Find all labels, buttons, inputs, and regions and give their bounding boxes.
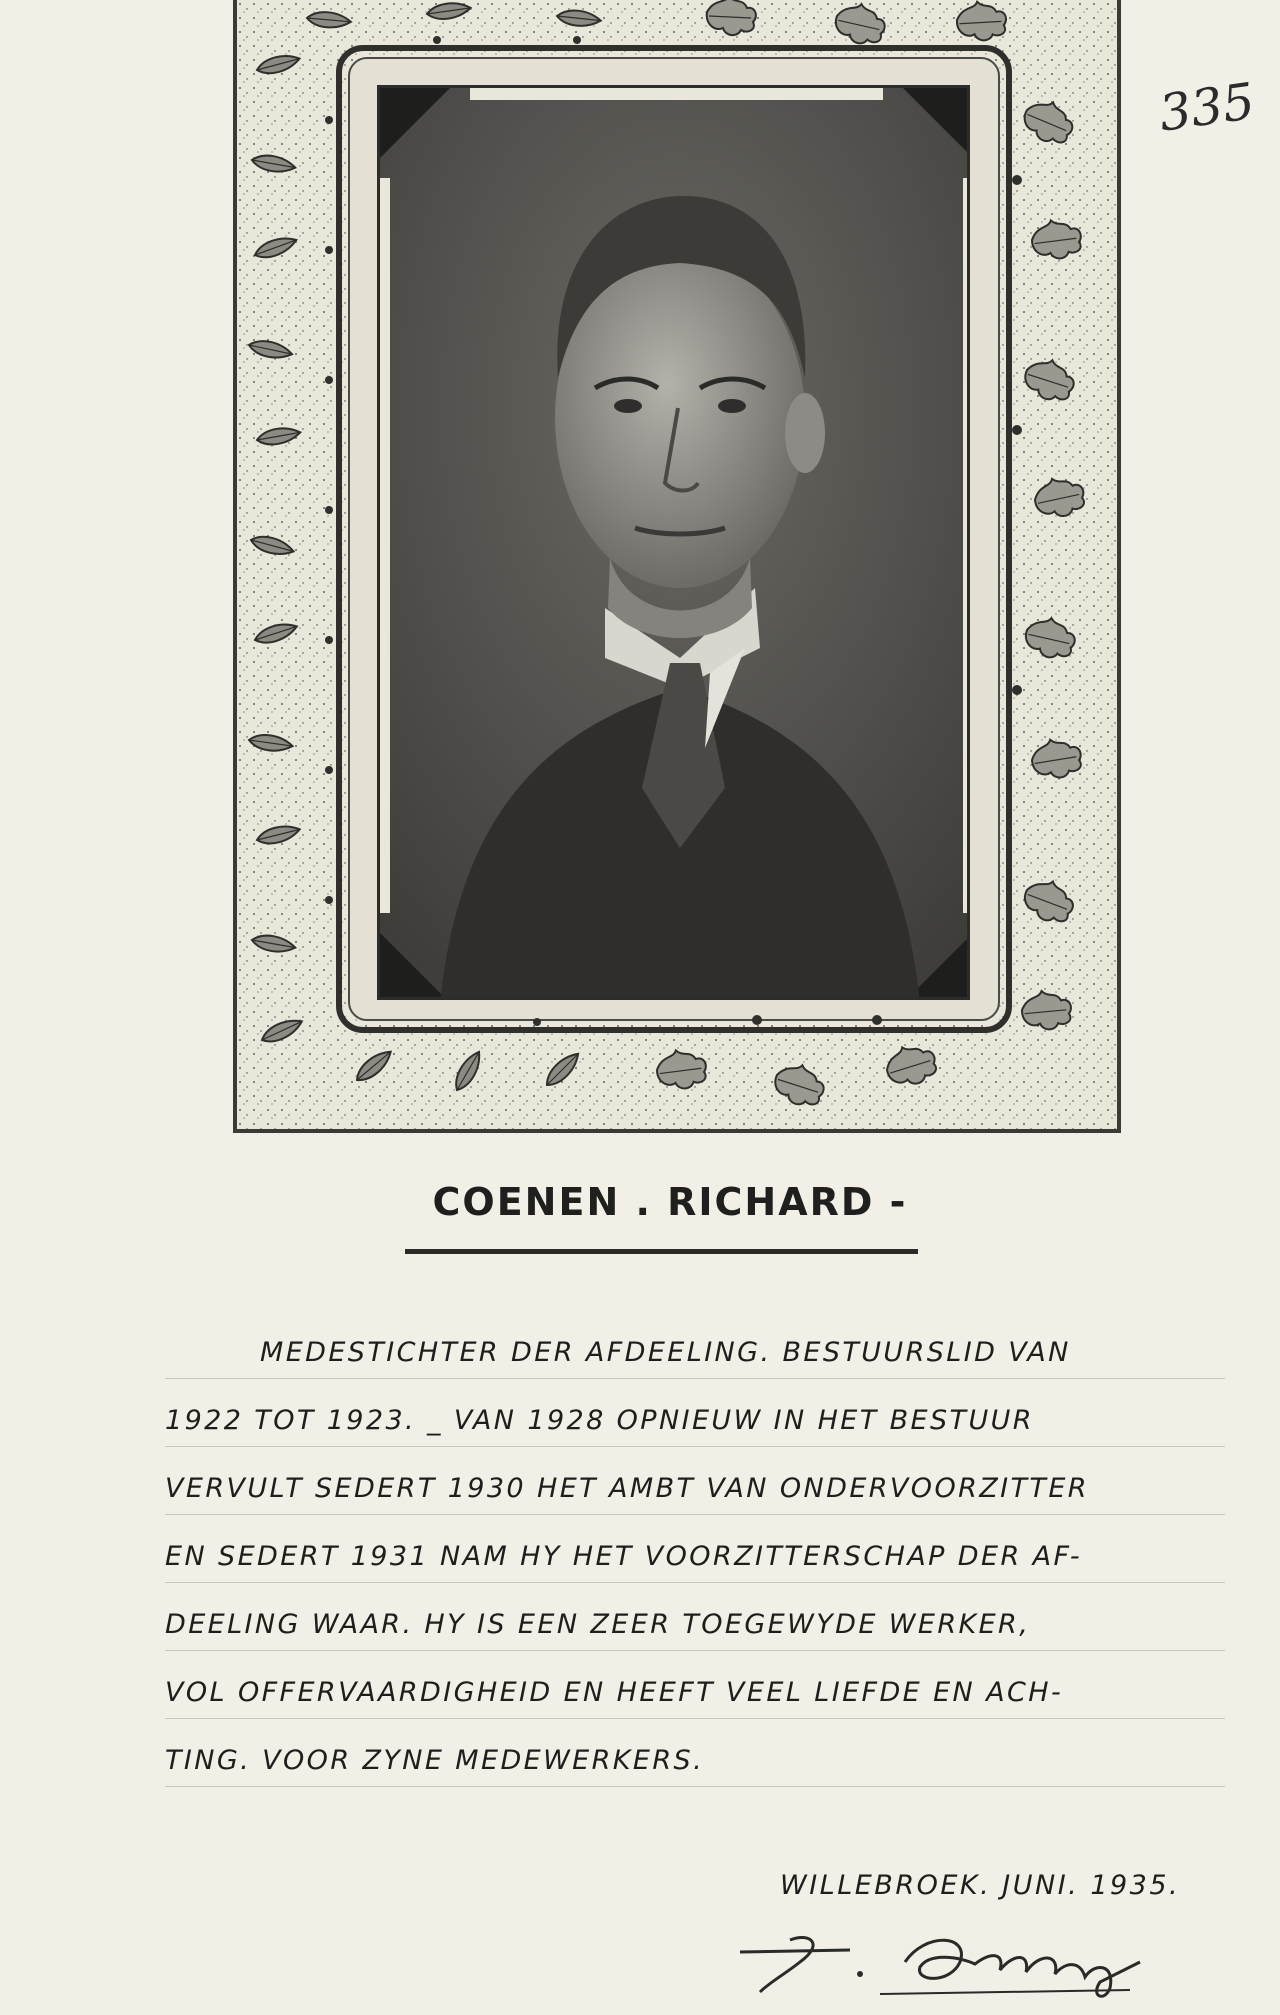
portrait-photo-icon [380,88,970,1000]
name-heading: COENEN . RICHARD - [432,1180,908,1224]
bio-line: DEELING WAAR. HY IS EEN ZEER TOEGEWYDE WERKER, [165,1602,1225,1670]
page-number: 335 [1155,72,1259,143]
portrait-photo [377,85,970,1000]
heading-underline [405,1249,918,1254]
biography-text [165,1330,1225,1806]
bio-line: VOL OFFERVAARDIGHEID EN HEEFT VEEL LIEFDE EN ACH- [165,1670,1225,1738]
bio-line: MEDESTICHTER DER AFDEELING. BESTUURSLID VAN [165,1330,1225,1398]
bio-line: VERVULT SEDERT 1930 HET AMBT VAN ONDERVOORZITTER [165,1466,1225,1534]
place-date: WILLEBROEK. JUNI. 1935. [780,1870,1181,1901]
bio-line: TING. VOOR ZYNE MEDEWERKERS. [165,1738,1225,1806]
bio-line: 1922 TOT 1923. _ VAN 1928 OPNIEUW IN HET BESTUUR [165,1398,1225,1466]
signature-icon [730,1922,1150,2002]
bio-line: EN SEDERT 1931 NAM HY HET VOORZITTERSCHAP DER AF- [165,1534,1225,1602]
